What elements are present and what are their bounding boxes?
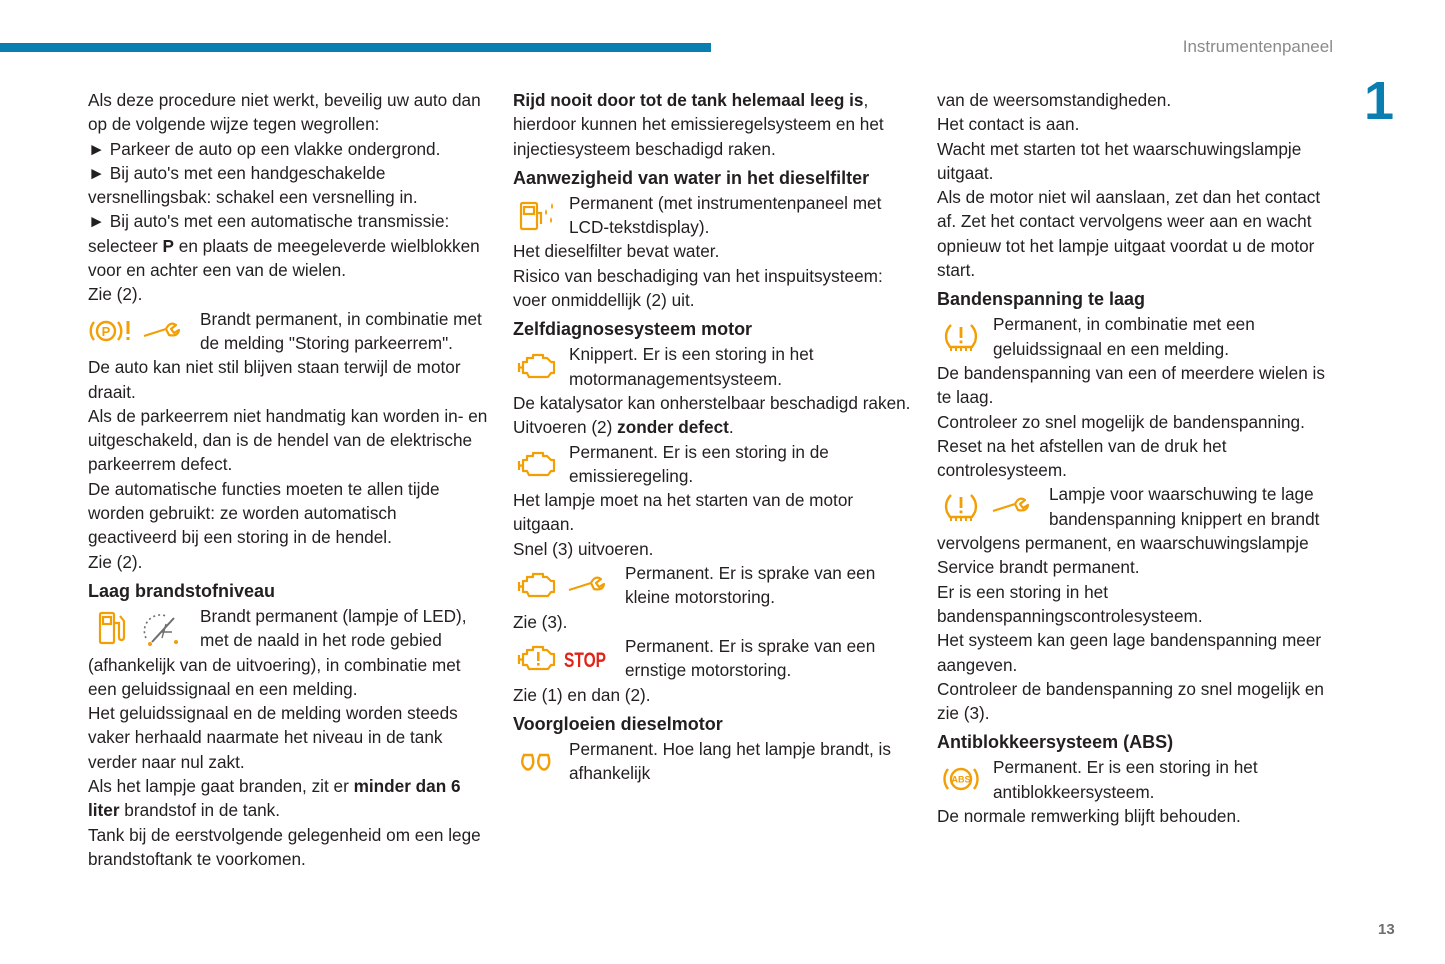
preheating-description: Permanent. Hoe lang het lampje brandt, is afhankelijk	[569, 738, 891, 784]
paragraph: Zie (1) en dan (2).	[513, 684, 651, 705]
paragraph: Risico van beschadiging van het inspuitsysteem: voer onmiddellijk (2) uit.	[513, 265, 883, 311]
tyre-pressure-row	[937, 312, 1337, 361]
wrench-service-icon	[985, 486, 1033, 526]
engine-warning-icon	[513, 444, 561, 484]
svg-text:STOP: STOP	[564, 648, 606, 672]
paragraph: Het dieselfilter bevat water.	[513, 241, 720, 262]
paragraph: Controleer de bandenspanning zo snel mogelijk en zie (3).	[937, 678, 1324, 724]
paragraph: Controleer zo snel mogelijk de bandenspanning.	[937, 411, 1305, 432]
tyre-pressure-icons	[937, 312, 993, 360]
paragraph: Zie (2).	[88, 551, 143, 572]
preheating-row	[513, 737, 913, 786]
minor-fault-description: Permanent. Er is sprake van een kleine motorstoring.	[625, 563, 876, 608]
parking-brake-warning-icon	[88, 311, 136, 351]
water-description: Permanent (met instrumentenpaneel met LCD-tekstdisplay).	[569, 192, 882, 238]
heading-low-fuel: Laag brandstofniveau	[88, 580, 276, 601]
engine-permanent-icons	[513, 440, 569, 488]
heading-diesel-preheating: Voorgloeien dieselmotor	[513, 713, 723, 734]
tyre-system-description: Lampje voor waarschuwing te lage bandenspanning knippert en brandt vervolgens permanent, en waarschuwingslampje Service brandt permanent.	[937, 484, 1320, 578]
water-in-diesel-icon	[513, 195, 561, 235]
paragraph: Het geluidssignaal en de melding worden steeds vaker herhaald naarmate het niveau in de tank verder naar nul zakt.	[88, 703, 458, 772]
wrench-service-icon	[136, 311, 184, 351]
minor-fault-row	[513, 561, 913, 610]
epb-warning-row	[88, 307, 488, 356]
paragraph: De automatische functies moeten te allen tijde worden gebruikt: ze worden automatisch geactiveerd bij een storing in de hendel.	[88, 478, 440, 548]
svg-text:P: P	[101, 323, 111, 339]
tyre-pressure-icon	[937, 486, 985, 526]
paragraph: ► Bij auto's met een automatische transmissie: selecteer P en plaats de meegeleverde wielblokken voor en achter een van de wielen.	[88, 211, 480, 281]
fuel-warning-row	[88, 604, 488, 701]
paragraph: Het contact is aan.	[937, 114, 1080, 135]
paragraph: ► Parkeer de auto op een vlakke ondergrond.	[88, 138, 441, 159]
tyre-pressure-icon	[937, 316, 985, 356]
paragraph: De auto kan niet stil blijven staan terwijl de motor draait.	[88, 357, 461, 402]
paragraph: Het lampje moet na het starten van de motor uitgaan.	[513, 490, 854, 535]
fuel-gauge-icon	[136, 608, 184, 648]
heading-abs: Antiblokkeersysteem (ABS)	[937, 732, 1174, 753]
column-1	[88, 88, 488, 871]
paragraph: Rijd nooit door tot de tank helemaal leeg is, hierdoor kunnen het emissieregelsysteem en het injectiesysteem beschadigd raken.	[513, 90, 884, 159]
abs-icons	[937, 755, 993, 803]
chapter-number: 1	[1364, 71, 1395, 131]
paragraph: Tank bij de eerstvolgende gelegenheid om een lege brandstoftank te voorkomen.	[88, 824, 481, 869]
paragraph: Reset na het afstellen van de druk het controlesysteem.	[937, 435, 1227, 481]
major-fault-icons	[513, 634, 625, 682]
section-title: Instrumentenpaneel	[1182, 37, 1333, 56]
paragraph: Als de motor niet wil aanslaan, zet dan het contact af. Zet het contact vervolgens weer aan en wacht opnieuw tot het lampje uitgaat voordat u de motor start.	[937, 187, 1321, 281]
tyre-pressure-description: Permanent, in combinatie met een geluidssignaal en een melding.	[993, 314, 1255, 359]
engine-blink-row	[513, 342, 913, 391]
paragraph: De normale remwerking blijft behouden.	[937, 806, 1241, 827]
glow-plug-icon	[513, 741, 561, 781]
paragraph: De bandenspanning van een of meerdere wielen is te laag.	[937, 362, 1325, 408]
abs-description: Permanent. Er is een storing in het antiblokkeersysteem.	[993, 757, 1258, 802]
engine-blink-icons	[513, 342, 569, 390]
wrench-service-icon	[561, 565, 609, 605]
water-warning-row	[513, 191, 913, 240]
abs-warning-icon	[937, 759, 985, 799]
paragraph: ► Bij auto's met een handgeschakelde versnellingsbak: schakel een versnelling in.	[88, 162, 418, 208]
paragraph: Als het lampje gaat branden, zit er minder dan 6 liter brandstof in de tank.	[88, 776, 461, 821]
tyre-system-fault-row	[937, 482, 1337, 579]
paragraph: De katalysator kan onherstelbaar beschadigd raken.	[513, 392, 911, 413]
paragraph: Uitvoeren (2) zonder defect.	[513, 417, 734, 438]
paragraph: Zie (3).	[513, 611, 568, 632]
paragraph: Zie (2).	[88, 284, 143, 305]
page-number: 13	[1378, 921, 1395, 938]
heading-engine-self-diagnosis: Zelfdiagnosesysteem motor	[513, 319, 753, 340]
paragraph: van de weersomstandigheden.	[937, 90, 1172, 110]
fuel-description: Brandt permanent (lampje of LED), met de naald in het rode gebied (afhankelijk van de uitvoering), in combinatie met een geluidssignaal en een melding.	[88, 605, 467, 699]
paragraph: Er is een storing in het bandenspanningscontrolesysteem.	[937, 581, 1203, 626]
minor-fault-icons	[513, 561, 625, 609]
engine-alert-icon	[513, 638, 561, 678]
engine-warning-icon	[513, 346, 561, 386]
abs-row	[937, 755, 1337, 804]
epb-icons	[88, 307, 200, 355]
engine-permanent-description: Permanent. Er is een storing in de emissieregeling.	[569, 441, 829, 486]
heading-water-in-diesel: Aanwezigheid van water in het dieselfilter	[513, 167, 870, 188]
major-fault-row	[513, 634, 913, 683]
paragraph: Snel (3) uitvoeren.	[513, 538, 654, 559]
heading-low-tyre-pressure: Bandenspanning te laag	[937, 289, 1146, 310]
engine-blink-description: Knippert. Er is een storing in het motormanagementsysteem.	[569, 344, 814, 389]
column-3	[937, 88, 1337, 828]
svg-text:ABS: ABS	[951, 774, 971, 785]
paragraph: Als de parkeerrem niet handmatig kan worden in- en uitgeschakeld, dan is de hendel van de elektrische parkeerrem defect.	[88, 405, 488, 475]
paragraph: Het systeem kan geen lage bandenspanning meer aangeven.	[937, 630, 1322, 675]
engine-warning-icon	[513, 565, 561, 605]
paragraph: Als deze procedure niet werkt, beveilig uw auto dan op de volgende wijze tegen wegrollen:	[88, 90, 481, 135]
fuel-pump-icon	[88, 608, 136, 648]
stop-warning-icon	[561, 638, 609, 678]
major-fault-description: Permanent. Er is sprake van een ernstige motorstoring.	[625, 635, 876, 681]
column-2	[513, 88, 913, 785]
tyre-system-icons	[937, 482, 1049, 530]
fuel-icons	[88, 604, 200, 652]
preheating-icons	[513, 737, 569, 785]
paragraph: Wacht met starten tot het waarschuwingslampje uitgaat.	[937, 138, 1302, 183]
water-icons	[513, 191, 569, 239]
header-accent-bar	[0, 43, 711, 52]
engine-permanent-row	[513, 440, 913, 489]
epb-description: Brandt permanent, in combinatie met de melding "Storing parkeerrem".	[200, 308, 482, 353]
